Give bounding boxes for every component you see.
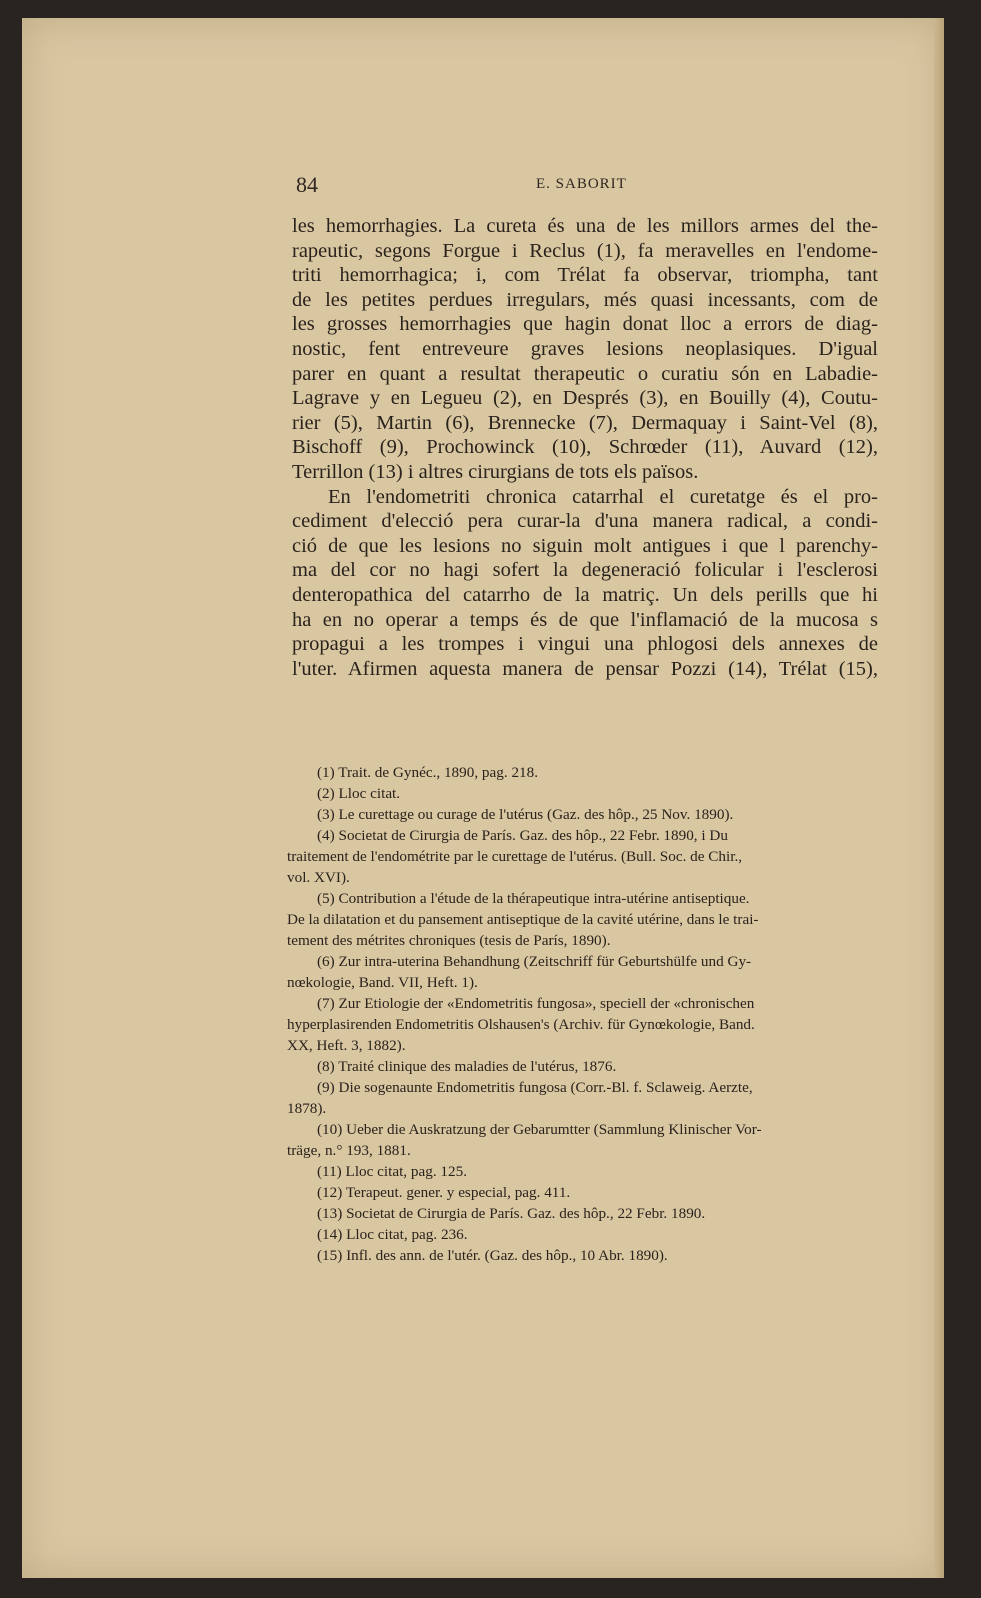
footnote: (5) Contribution a l'étude de la thérapeutique intra-utérine antiseptique. <box>317 890 750 907</box>
footnote: (2) Lloc citat. <box>317 785 401 802</box>
footnote: (7) Zur Etiologie der «Endometritis fungosa», speciell der «chronischen <box>317 995 755 1012</box>
footnote-continuation: 1878). <box>287 1100 327 1117</box>
footnote: (12) Terapeut. gener. y especial, pag. 411. <box>317 1184 571 1201</box>
body-line: l'uter. Afirmen aquesta manera de pensar Pozzi (14), Trélat (15), <box>292 657 878 680</box>
body-line: Lagrave y en Legueu (2), en Després (3), en Bouilly (4), Coutu- <box>292 387 878 410</box>
body-line: En l'endometriti chronica catarrhal el curetatge és el pro- <box>328 485 878 508</box>
body-line: nostic, fent entreveure graves lesions neoplasiques. D'igual <box>292 337 878 360</box>
body-text <box>292 214 878 681</box>
page-edge <box>934 18 944 1578</box>
footnotes <box>287 762 872 1266</box>
footnote: (14) Lloc citat, pag. 236. <box>317 1226 468 1243</box>
footnote: (9) Die sogenaunte Endometritis fungosa (Corr.-Bl. f. Sclaweig. Aerzte, <box>317 1079 753 1096</box>
footnote-continuation: traitement de l'endométrite par le curettage de l'utérus. (Bull. Soc. de Chir., <box>287 848 743 865</box>
footnote-continuation: nœkologie, Band. VII, Heft. 1). <box>287 974 478 991</box>
body-line: rier (5), Martin (6), Brennecke (7), Dermaquay i Saint-Vel (8), <box>292 411 878 434</box>
footnote-continuation: XX, Heft. 3, 1882). <box>287 1037 406 1054</box>
body-line: denteropathica del catarrho de la matriç. Un dels perills que hi <box>292 583 878 606</box>
body-line: ció de que les lesions no siguin molt antigues i que l parenchy- <box>292 534 878 557</box>
running-head: E. SABORIT <box>536 176 627 192</box>
footnote: (1) Trait. de Gynéc., 1890, pag. 218. <box>317 764 539 781</box>
footnote: (15) Infl. des ann. de l'utér. (Gaz. des hôp., 10 Abr. 1890). <box>317 1247 668 1264</box>
footnote: (6) Zur intra-uterina Behandhung (Zeitschriff für Geburtshülfe und Gy- <box>317 953 752 970</box>
body-line: cediment d'elecció pera curar-la d'una manera radical, a condi- <box>292 510 878 533</box>
footnote: (13) Societat de Cirurgia de París. Gaz. des hôp., 22 Febr. 1890. <box>317 1205 706 1222</box>
body-line: parer en quant a resultat therapeutic o curatiu són en Labadie- <box>292 362 878 385</box>
body-line: les hemorrhagies. La cureta és una de les millors armes del the- <box>292 215 878 237</box>
footnote: (4) Societat de Cirurgia de París. Gaz. des hôp., 22 Febr. 1890, i Du <box>317 827 728 844</box>
body-line: rapeutic, segons Forgue i Reclus (1), fa meravelles en l'endome- <box>292 239 878 262</box>
footnote: (8) Traité clinique des maladies de l'utérus, 1876. <box>317 1058 617 1075</box>
body-line: les grosses hemorrhagies que hagin donat lloc a errors de diag- <box>292 313 878 336</box>
page-header <box>296 172 876 198</box>
footnote: (11) Lloc citat, pag. 125. <box>317 1163 467 1180</box>
body-line: Bischoff (9), Prochowinck (10), Schrœder (11), Auvard (12), <box>292 436 878 459</box>
footnote-continuation: träge, n.° 193, 1881. <box>287 1142 411 1159</box>
body-line: de les petites perdues irregulars, més quasi incessants, com de <box>292 288 878 311</box>
body-line: triti hemorrhagica; i, com Trélat fa observar, triompha, tant <box>292 264 878 287</box>
footnote-continuation: De la dilatation et du pansement antiseptique de la cavité utérine, dans le trai- <box>287 911 759 928</box>
footnote-continuation: vol. XVI). <box>287 869 350 886</box>
page-number: 84 <box>296 172 318 197</box>
footnote: (10) Ueber die Auskratzung der Gebarumtter (Sammlung Klinischer Vor- <box>317 1121 762 1138</box>
footnote-continuation: tement des métrites chroniques (tesis de París, 1890). <box>287 932 611 949</box>
body-line: Terrillon (13) i altres cirurgians de tots els països. <box>292 460 699 483</box>
footnote: (3) Le curettage ou curage de l'utérus (Gaz. des hôp., 25 Nov. 1890). <box>317 806 734 823</box>
footnote-continuation: hyperplasirenden Endometritis Olshausen's (Archiv. für Gynœkologie, Band. <box>287 1016 755 1033</box>
body-line: propagui a les trompes i vingui una phlogosi dels annexes de <box>292 633 878 656</box>
body-line: ha en no operar a temps és de que l'inflamació de la mucosa s <box>292 608 878 631</box>
body-line: ma del cor no hagi sofert la degeneració folicular i l'esclerosi <box>292 559 878 582</box>
